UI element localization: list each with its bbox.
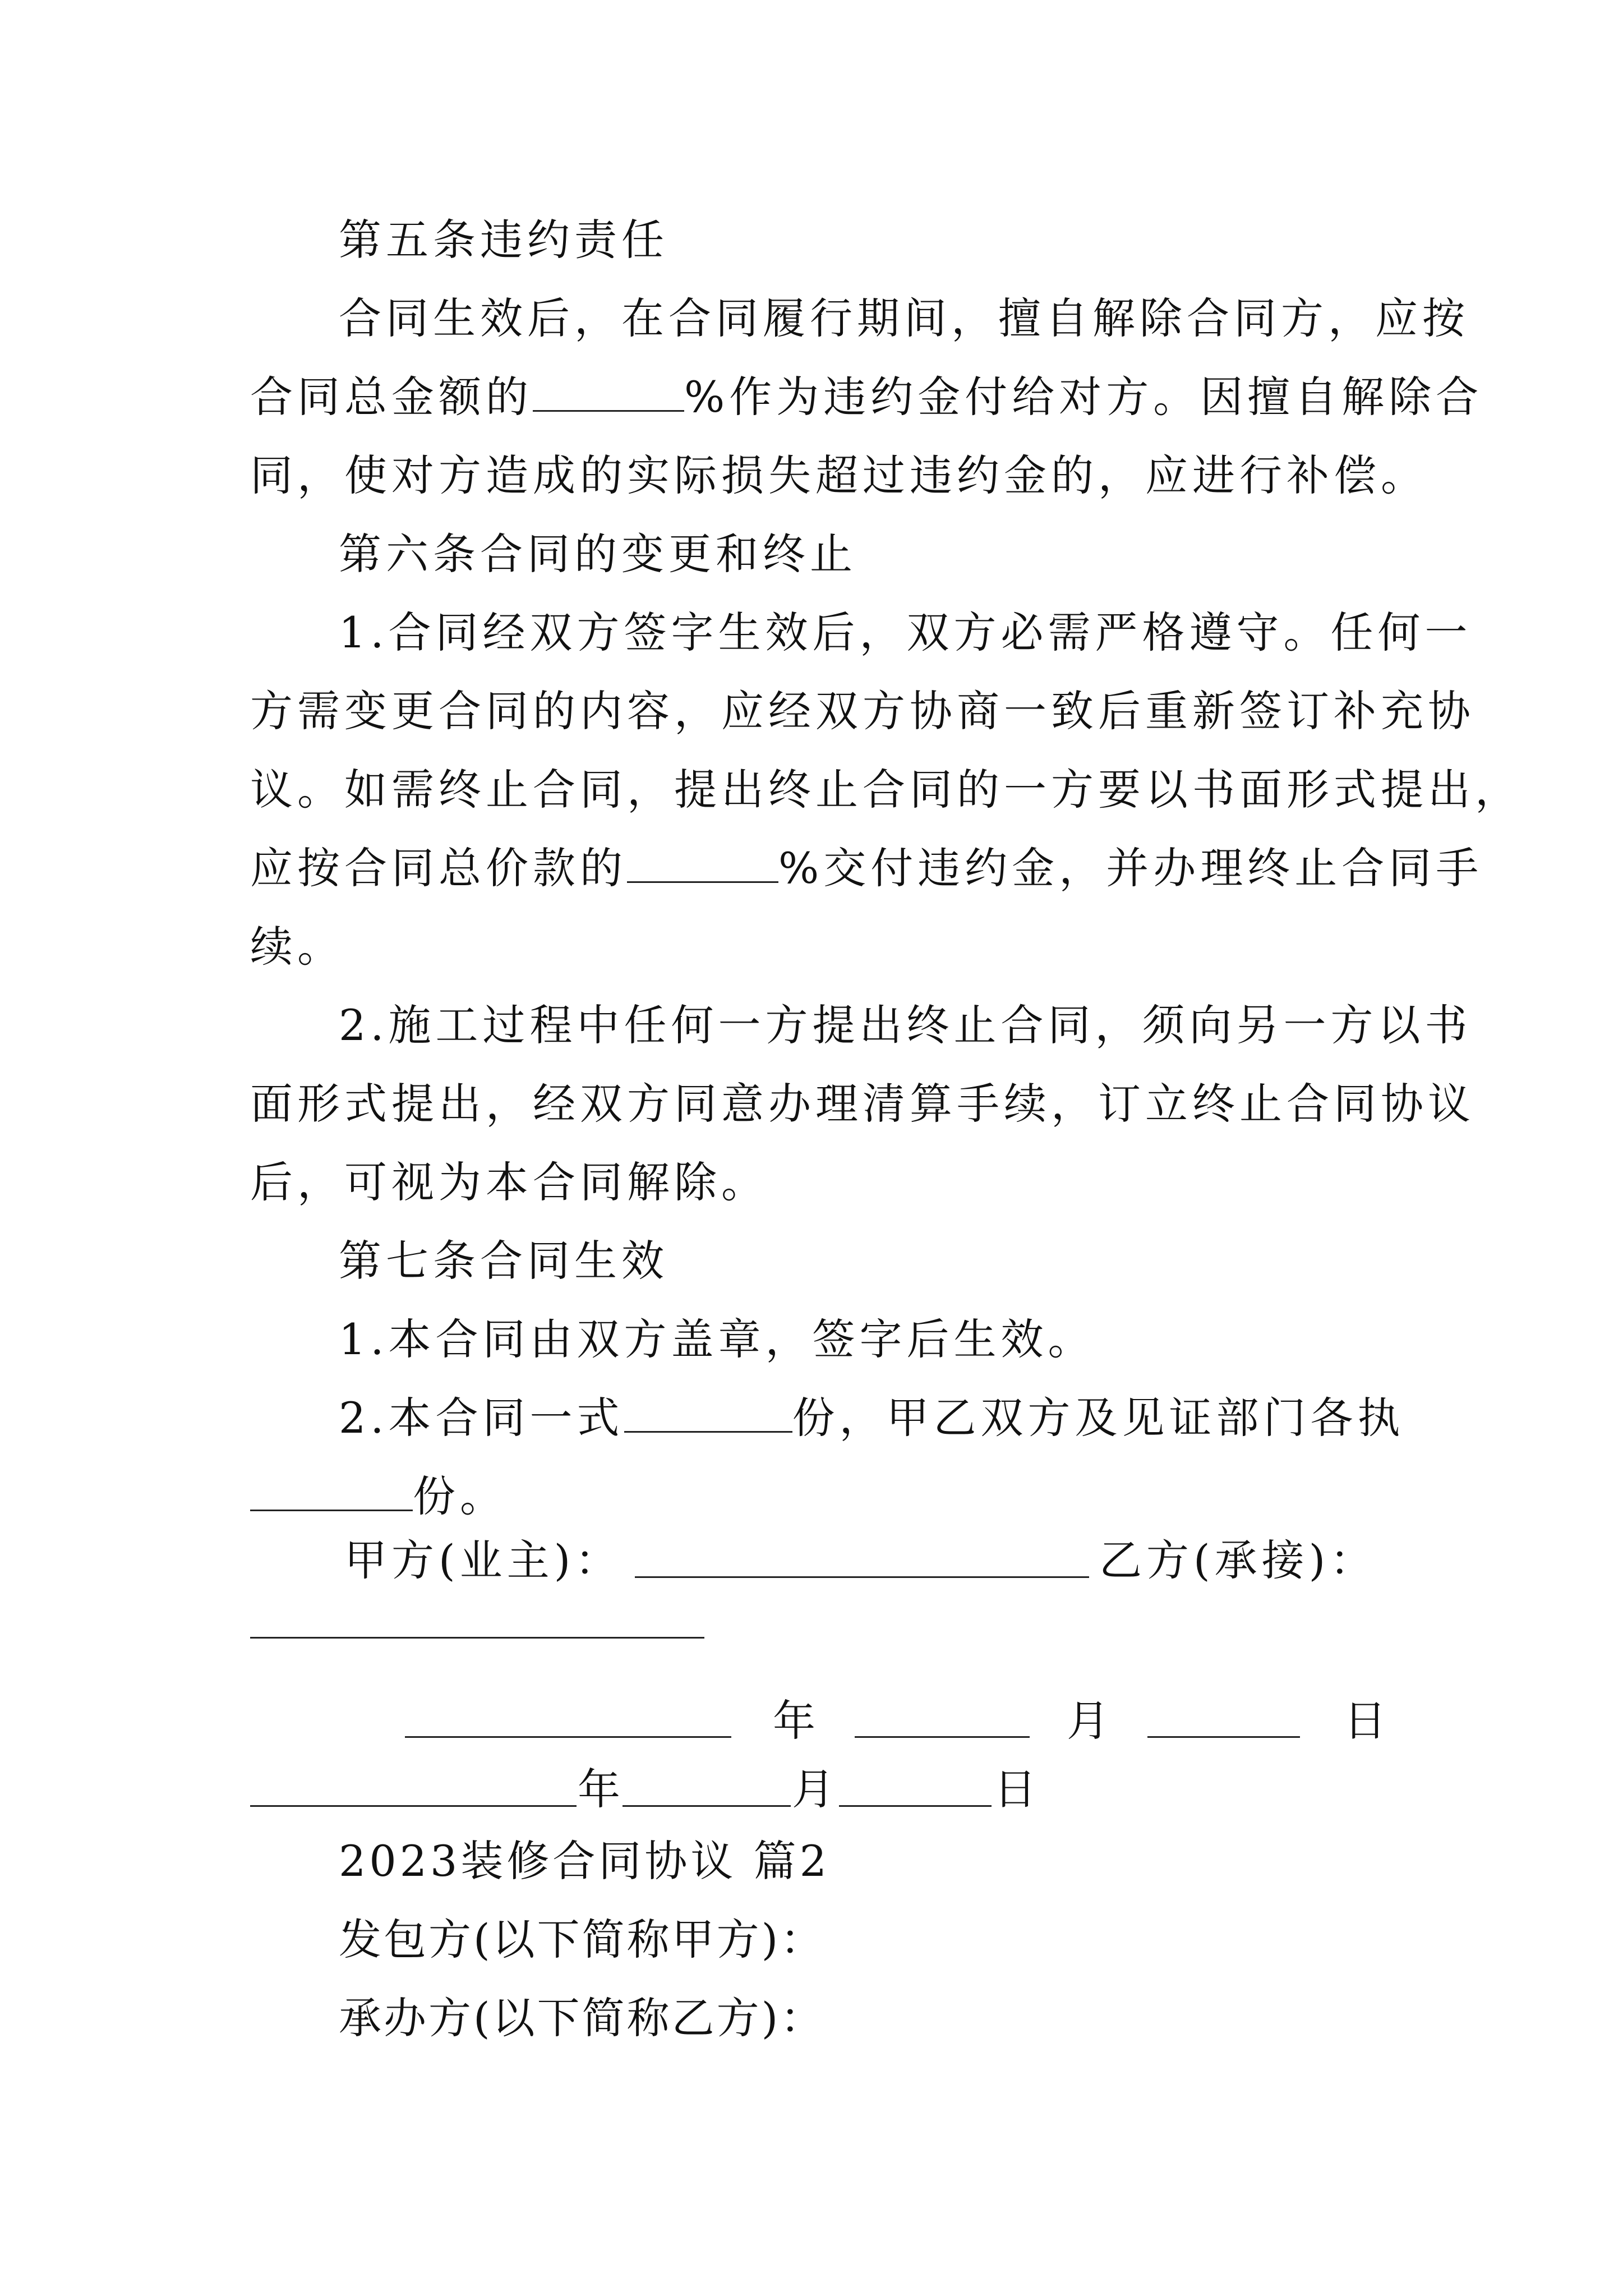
article7-text-a: 2.本合同一式 xyxy=(339,1393,624,1443)
article6-text-a: 应按合同总价款的 xyxy=(250,843,627,893)
article5-text-a: 合同总金额的 xyxy=(250,372,533,422)
article6-item2-line3: 后，可视为本合同解除。 xyxy=(250,1157,768,1207)
article7-text-c: 份。 xyxy=(413,1471,507,1521)
contract2-client: 发包方(以下简称甲方)： xyxy=(339,1915,826,1964)
article7-item2-line2 xyxy=(250,1469,1394,1525)
article5-paragraph-line3: 同，使对方造成的实际损失超过违约金的，应进行补偿。 xyxy=(250,450,1428,500)
article6-heading: 第六条合同的变更和终止 xyxy=(339,529,857,579)
contract2-title: 2023装修合同协议 篇2 xyxy=(339,1836,830,1886)
contract2-contractor: 承办方(以下简称乙方)： xyxy=(339,1993,826,2043)
party-b-month-label: 月 xyxy=(792,1764,839,1814)
article7-item1: 1.本合同由双方盖章，签字后生效。 xyxy=(339,1314,1095,1364)
blank-penalty-percent xyxy=(533,371,684,412)
article5-heading: 第五条违约责任 xyxy=(339,215,668,265)
blank-termination-percent xyxy=(627,842,778,883)
party-a-day-blank xyxy=(1147,1736,1300,1738)
blank-copies-each xyxy=(250,1470,413,1511)
party-a-day-label: 日 xyxy=(1344,1696,1391,1746)
party-b-month-blank xyxy=(623,1805,791,1807)
article7-heading: 第七条合同生效 xyxy=(339,1236,668,1286)
article7-item2-line1 xyxy=(339,1390,1405,1446)
article5-paragraph-line2 xyxy=(250,369,1483,425)
article5-text-b: %作为违约金付给对方。因擅自解除合 xyxy=(684,372,1483,422)
party-a-year-label: 年 xyxy=(773,1696,820,1746)
article6-item2-line2: 面形式提出，经双方同意办理清算手续，订立终止合同协议 xyxy=(250,1079,1475,1129)
article6-item1-line3: 议。如需终止合同，提出终止合同的一方要以书面形式提出， xyxy=(250,765,1522,815)
blank-copies-total xyxy=(624,1392,792,1433)
party-a-month-blank xyxy=(855,1736,1030,1738)
party-b-signature-line xyxy=(250,1637,704,1639)
party-b-year-label: 年 xyxy=(578,1764,625,1814)
article6-item1-line1: 1.合同经双方签字生效后，双方必需严格遵守。任何一 xyxy=(339,608,1472,657)
party-a-year-blank xyxy=(405,1736,731,1738)
party-a-signature-line xyxy=(635,1576,1089,1578)
party-a-label: 甲方(业主)： xyxy=(344,1535,623,1585)
party-b-day-blank xyxy=(839,1805,992,1807)
article6-item2-line1: 2.施工过程中任何一方提出终止合同，须向另一方以书 xyxy=(339,1000,1472,1050)
article6-item1-line5: 续。 xyxy=(250,922,344,972)
party-b-year-blank xyxy=(250,1805,577,1807)
article5-paragraph-line1: 合同生效后，在合同履行期间，擅自解除合同方，应按 xyxy=(339,293,1469,343)
party-b-day-label: 日 xyxy=(994,1764,1041,1814)
article6-item1-line4 xyxy=(250,840,1483,896)
article6-text-b: %交付违约金，并办理终止合同手 xyxy=(778,843,1483,893)
party-a-month-label: 月 xyxy=(1067,1696,1114,1746)
article6-item1-line2: 方需变更合同的内容，应经双方协商一致后重新签订补充协 xyxy=(250,686,1475,736)
party-b-label: 乙方(承接)： xyxy=(1099,1535,1377,1585)
article7-text-b: 份，甲乙双方及见证部门各执 xyxy=(792,1393,1405,1443)
